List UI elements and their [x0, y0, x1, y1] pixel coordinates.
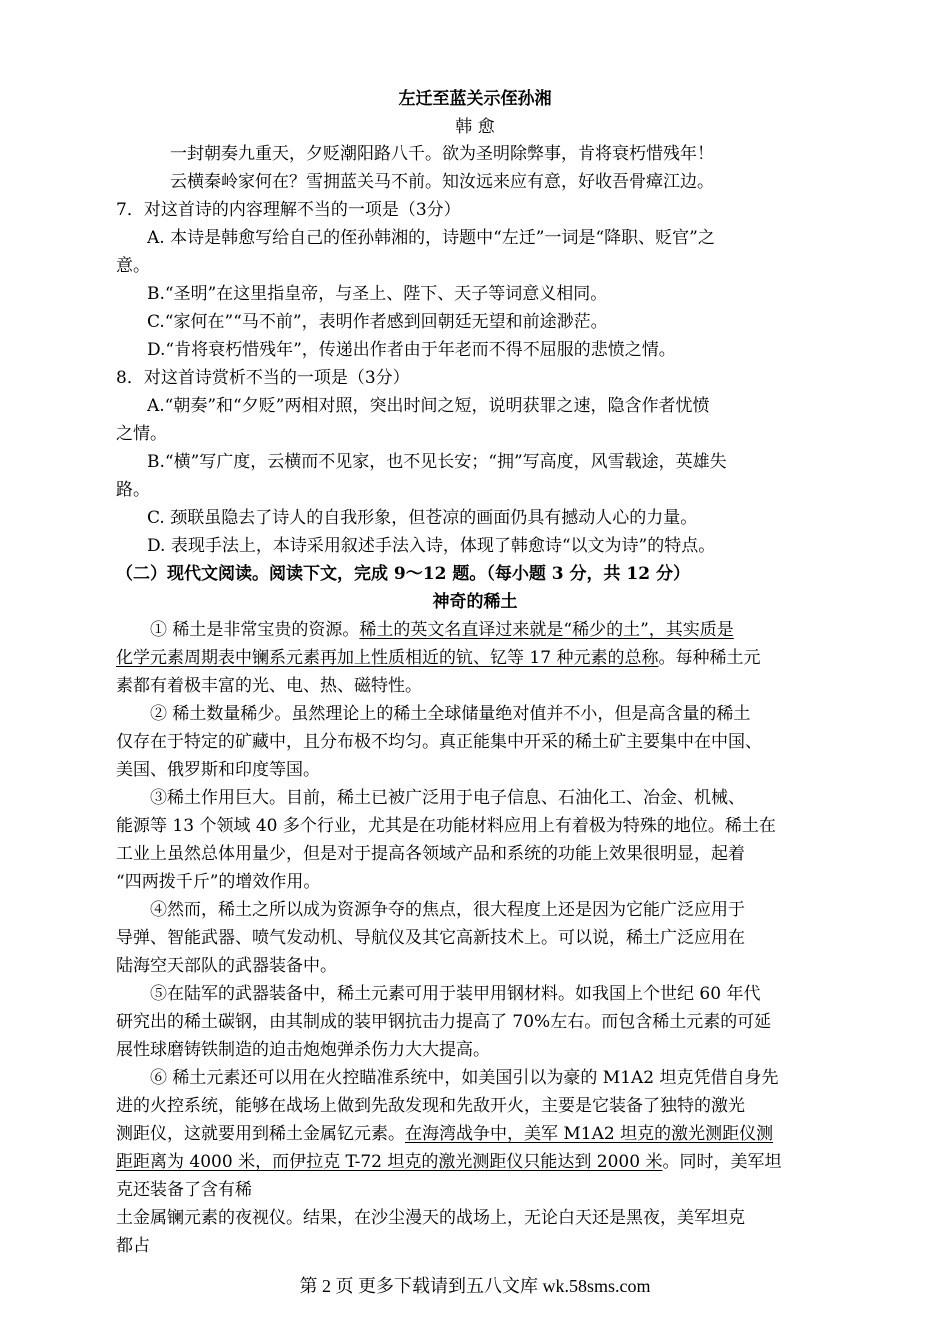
p1-text-2: 。每种稀土元 — [658, 648, 761, 668]
p3-line-3: 工业上虽然总体用量少，但是对于提高各领域产品和系统的功能上效果很明显，起着 — [116, 844, 745, 864]
p6-line-5: 克还装备了含有稀 — [116, 1180, 252, 1200]
p2-line-1: ② 稀土数量稀少。虽然理论上的稀土全球储量绝对值并不小，但是高含量的稀土 — [150, 704, 751, 724]
p1-line-1 — [150, 619, 734, 641]
p4-line-3: 陆海空天部队的武器装备中。 — [116, 956, 337, 976]
section-heading: （二）现代文阅读。阅读下文，完成 9～12 题。（每小题 3 分，共 12 分） — [116, 564, 690, 584]
q8-option-a-cont: 之情。 — [116, 424, 167, 444]
p6-line-3 — [116, 1123, 773, 1145]
p6-line-2: 进的火控系统，能够在战场上做到先敌发现和先敌开火，主要是它装备了独特的激光 — [116, 1096, 745, 1116]
q8-option-a: A.“朝奏”和“夕贬”两相对照，突出时间之短，说明获罪之速，隐含作者忧愤 — [147, 396, 710, 416]
p1-underlined: 稀土的英文名直译过来就是“稀少的土”，其实质是 — [359, 620, 734, 640]
q8-option-b: B.“横”写广度，云横而不见家，也不见长安；“拥”写高度，风雪载途，英雄失 — [147, 452, 727, 472]
article-title: 神奇的稀土 — [432, 592, 518, 612]
q7-option-d: D.“肯将衰朽惜残年”，传递出作者由于年老而不得不屈服的悲愤之情。 — [147, 340, 676, 360]
p6-underlined: 在海湾战争中，美军 M1A2 坦克的激光测距仪测 — [405, 1124, 774, 1144]
q8-option-c: C. 颈联虽隐去了诗人的自我形象，但苍凉的画面仍具有撼动人心的力量。 — [147, 508, 698, 528]
p3-line-1: ③稀土作用巨大。目前，稀土已被广泛用于电子信息、石油化工、冶金、机械、 — [150, 788, 745, 808]
p6-underlined-2: 距距离为 4000 米，而伊拉克 T-72 坦克的激光测距仪只能达到 2000 米 — [116, 1152, 663, 1172]
q7-option-a: A. 本诗是韩愈写给自己的侄孙韩湘的，诗题中“左迁”一词是“降职、贬官”之 — [147, 228, 715, 248]
p1-line-2 — [116, 647, 760, 669]
q7-stem: 7．对这首诗的内容理解不当的一项是（3分） — [116, 200, 461, 220]
poem-title: 左迁至蓝关示侄孙湘 — [398, 89, 552, 109]
p6-text: 测距仪，这就要用到稀土金属钇元素。 — [116, 1124, 405, 1144]
p4-line-2: 导弹、智能武器、喷气发动机、导航仪及其它高新技术上。可以说，稀土广泛应用在 — [116, 928, 745, 948]
page-footer: 第 2 页 更多下载请到五八文库 wk.58sms.com — [299, 1276, 651, 1296]
p3-line-2: 能源等 13 个领域 40 多个行业，尤其是在功能材料应用上有着极为特殊的地位。稀土在 — [116, 816, 776, 836]
q7-option-c: C.“家何在”“马不前”，表明作者感到回朝廷无望和前途渺茫。 — [147, 312, 608, 332]
p1-line-3: 素都有着极丰富的光、电、热、磁特性。 — [116, 676, 422, 696]
p6-line-1: ⑥ 稀土元素还可以用在火控瞄准系统中，如美国引以为豪的 M1A2 坦克凭借自身先 — [150, 1068, 779, 1088]
q8-stem: 8．对这首诗赏析不当的一项是（3分） — [116, 368, 410, 388]
p5-line-3: 展性球磨铸铁制造的迫击炮炮弹杀伤力大大提高。 — [116, 1040, 490, 1060]
p1-text: ① 稀土是非常宝贵的资源。 — [150, 620, 360, 640]
poem-line-1: 一封朝奏九重天，夕贬潮阳路八千。欲为圣明除弊事，肯将衰朽惜残年！ — [170, 144, 714, 164]
p6-line-7: 都占 — [116, 1236, 150, 1256]
poem-author: 韩 愈 — [455, 117, 495, 137]
p1-underlined-2: 化学元素周期表中镧系元素再加上性质相近的钪、钇等 17 种元素的总称 — [116, 648, 659, 668]
p2-line-3: 美国、俄罗斯和印度等国。 — [116, 760, 320, 780]
p2-line-2: 仅存在于特定的矿藏中，且分布极不均匀。真正能集中开采的稀土矿主要集中在中国、 — [116, 732, 762, 752]
p6-line-4 — [116, 1151, 781, 1173]
q7-option-b: B.“圣明”在这里指皇帝，与圣上、陛下、天子等词意义相同。 — [147, 284, 608, 304]
p4-line-1: ④然而，稀土之所以成为资源争夺的焦点，很大程度上还是因为它能广泛应用于 — [150, 900, 745, 920]
p5-line-2: 研究出的稀土碳钢，由其制成的装甲钢抗击力提高了 70%左右。而包含稀土元素的可延 — [116, 1012, 772, 1032]
poem-line-2: 云横秦岭家何在？雪拥蓝关马不前。知汝远来应有意，好收吾骨瘴江边。 — [170, 172, 714, 192]
p3-line-4: “四两拨千斤”的增效作用。 — [116, 872, 321, 892]
p6-line-6: 土金属镧元素的夜视仪。结果，在沙尘漫天的战场上，无论白天还是黑夜，美军坦克 — [116, 1208, 745, 1228]
p6-text-2: 。同时，美军坦 — [662, 1152, 782, 1172]
q8-option-b-cont: 路。 — [116, 480, 150, 500]
q8-option-d: D. 表现手法上，本诗采用叙述手法入诗，体现了韩愈诗“以文为诗”的特点。 — [147, 536, 716, 556]
p5-line-1: ⑤在陆军的武器装备中，稀土元素可用于装甲用钢材料。如我国上个世纪 60 年代 — [150, 984, 761, 1004]
q7-option-a-cont: 意。 — [116, 256, 150, 276]
